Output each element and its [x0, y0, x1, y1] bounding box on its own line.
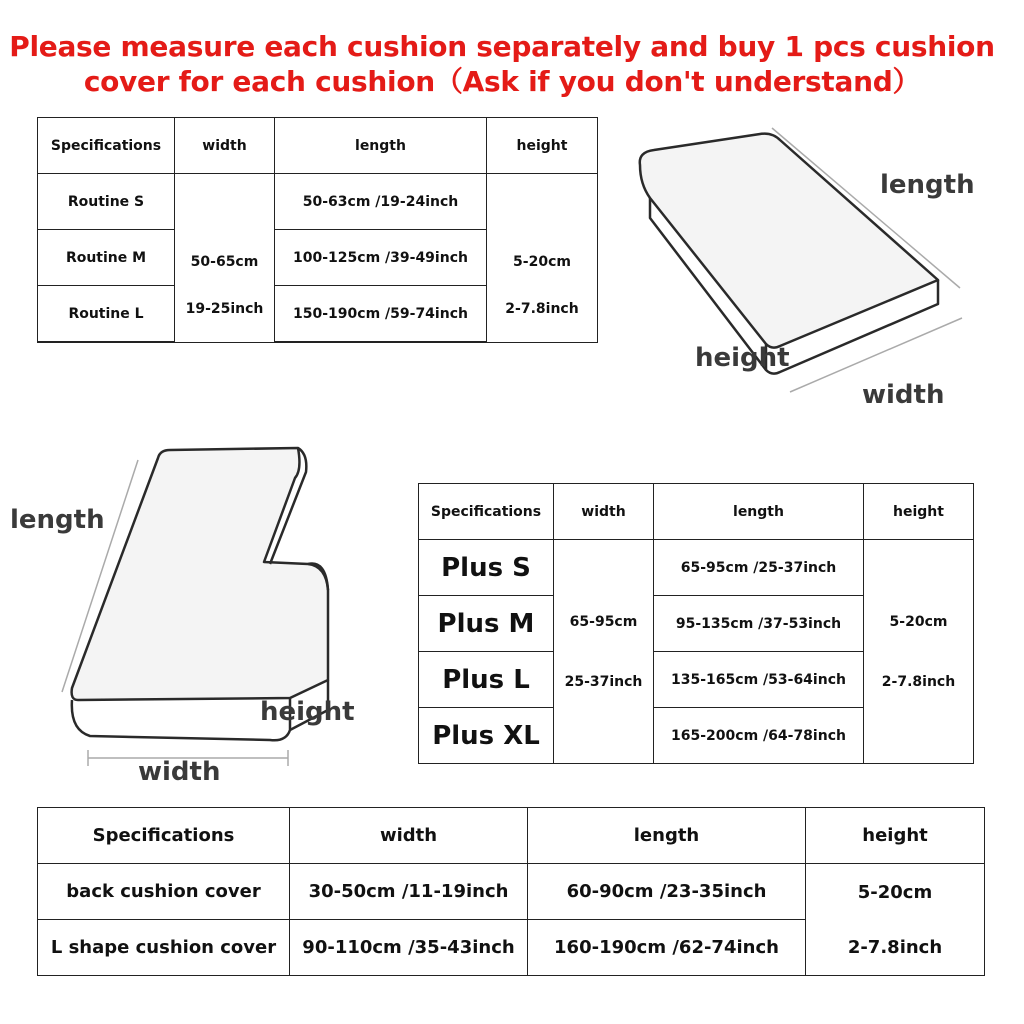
height-cell: [487, 174, 598, 343]
header-height: height: [487, 118, 598, 174]
rect-height-label: height: [695, 343, 790, 373]
routine-size-table: [37, 117, 598, 343]
header-specifications: Specifications: [419, 484, 554, 540]
width-cell: 30-50cm /11-19inch: [290, 864, 528, 920]
spec-cell: Routine L: [38, 286, 175, 343]
width-cell: 90-110cm /35-43inch: [290, 920, 528, 976]
height-cm: 5-20cm: [513, 253, 571, 270]
height-inch: 2-7.8inch: [881, 673, 956, 690]
l-shaped-cushion-diagram: [50, 440, 360, 780]
length-cell: 60-90cm /23-35inch: [528, 864, 806, 920]
width-cm: 50-65cm: [190, 253, 259, 270]
back-l-shape-size-table: [37, 807, 985, 976]
width-cell: [554, 540, 654, 764]
rect-length-label: length: [880, 170, 975, 200]
height-inch: 2-7.8inch: [847, 936, 943, 958]
width-cell: [175, 174, 275, 343]
header-width: width: [175, 118, 275, 174]
length-cell: 150-190cm /59-74inch: [275, 286, 487, 343]
header-length: length: [528, 808, 806, 864]
rect-width-label: width: [862, 380, 945, 410]
height-cell: [864, 540, 974, 764]
headline-line-2: cover for each cushion（Ask if you don't understand）: [83, 65, 921, 98]
spec-cell: L shape cushion cover: [38, 920, 290, 976]
header-width: width: [290, 808, 528, 864]
height-inch: 2-7.8inch: [505, 301, 579, 317]
header-specifications: Specifications: [38, 808, 290, 864]
l-length-label: length: [10, 505, 105, 535]
table-header-row: [419, 484, 974, 540]
l-height-label: height: [260, 697, 355, 727]
length-cell: 50-63cm /19-24inch: [275, 174, 487, 230]
spec-cell: Plus XL: [419, 708, 554, 764]
plus-size-table: [418, 483, 974, 764]
header-height: height: [864, 484, 974, 540]
spec-cell: back cushion cover: [38, 864, 290, 920]
header-length: length: [654, 484, 864, 540]
header-width: width: [554, 484, 654, 540]
spec-cell: Routine S: [38, 174, 175, 230]
length-cell: 165-200cm /64-78inch: [654, 708, 864, 764]
header-length: length: [275, 118, 487, 174]
table-row: [38, 864, 985, 920]
spec-cell: Plus S: [419, 540, 554, 596]
header-height: height: [806, 808, 985, 864]
width-cm: 65-95cm: [569, 613, 638, 630]
table-row: [419, 540, 974, 596]
length-cell: 160-190cm /62-74inch: [528, 920, 806, 976]
l-width-label: width: [138, 757, 221, 787]
height-cm: 5-20cm: [889, 613, 948, 630]
spec-cell: Plus L: [419, 652, 554, 708]
height-cell: [806, 864, 985, 976]
headline-line-1: Please measure each cushion separately and buy 1 pcs cushion: [9, 30, 995, 63]
spec-cell: Routine M: [38, 230, 175, 286]
height-cm: 5-20cm: [857, 881, 933, 903]
rectangular-cushion-diagram: [620, 120, 980, 410]
length-cell: 65-95cm /25-37inch: [654, 540, 864, 596]
length-cell: 100-125cm /39-49inch: [275, 230, 487, 286]
length-cell: 135-165cm /53-64inch: [654, 652, 864, 708]
width-inch: 19-25inch: [185, 301, 264, 317]
table-header-row: [38, 808, 985, 864]
header-specifications: Specifications: [38, 118, 175, 174]
table-header-row: [38, 118, 598, 174]
width-inch: 25-37inch: [564, 673, 643, 690]
table-row: [38, 174, 598, 230]
length-cell: 95-135cm /37-53inch: [654, 596, 864, 652]
spec-cell: Plus M: [419, 596, 554, 652]
